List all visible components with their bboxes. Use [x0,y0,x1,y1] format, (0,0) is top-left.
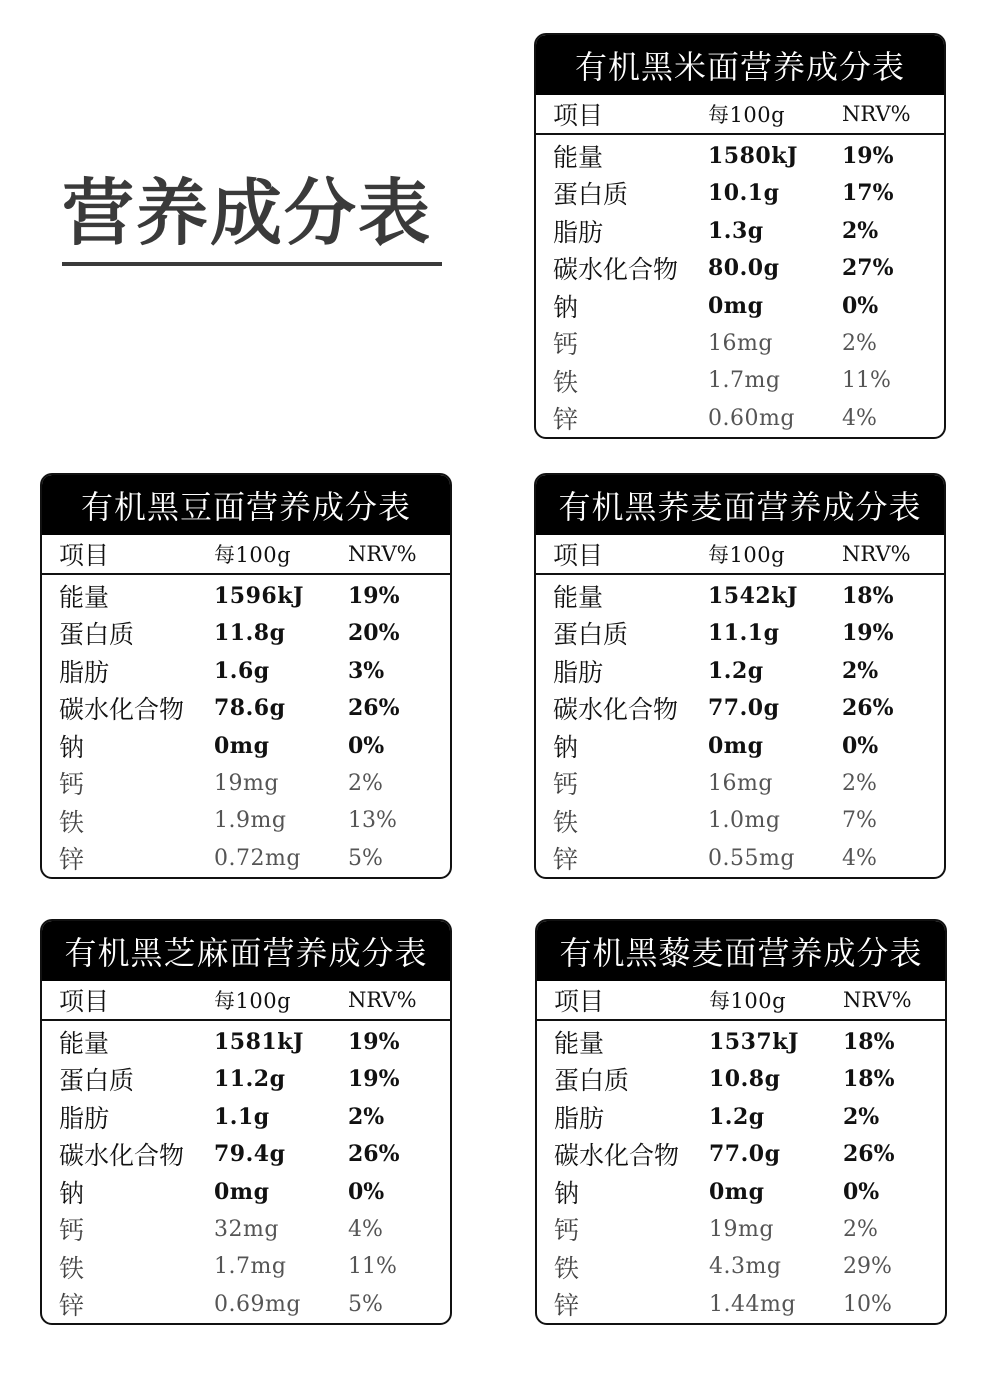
title-underline [62,262,442,266]
row-per100g: 1.2g [708,657,764,684]
row-item: 钙 [554,1216,580,1246]
table-row [537,1098,945,1136]
row-item: 碳水化合物 [553,695,679,725]
row-per100g: 80.0g [708,255,780,282]
page-title: 营养成分表 [62,171,433,255]
row-nrv: 2% [842,330,877,356]
row-per100g: 32mg [214,1216,279,1242]
row-per100g: 11.1g [708,620,780,647]
row-nrv: 19% [348,582,400,609]
row-item: 钙 [553,330,579,360]
row-item: 蛋白质 [554,1066,630,1096]
row-per100g: 10.8g [709,1066,781,1093]
table-row [42,577,450,615]
table-row [536,577,944,615]
table-row [536,765,944,803]
row-item: 能量 [59,582,110,612]
row-per100g: 19mg [214,770,279,796]
row-item: 铁 [59,807,85,837]
row-item: 能量 [553,582,604,612]
table-row [42,1286,450,1324]
row-per100g: 0mg [214,732,270,759]
row-nrv: 5% [348,845,383,871]
row-per100g: 1537kJ [709,1028,799,1055]
row-per100g: 1581kJ [214,1028,304,1055]
table-row [42,615,450,653]
header-item: 项目 [59,541,110,570]
table-row [42,840,450,878]
table-row [42,690,450,728]
row-per100g: 1.1g [214,1103,270,1130]
table-row [536,212,944,250]
nutrition-table-black-buckwheat [534,473,946,879]
row-per100g: 0.60mg [708,405,795,431]
row-nrv: 19% [348,1066,400,1093]
row-item: 铁 [553,367,579,397]
row-per100g: 1.7mg [214,1254,287,1280]
row-nrv: 2% [842,657,879,684]
row-item: 碳水化合物 [59,695,185,725]
header-item: 项目 [553,541,604,570]
row-per100g: 1.44mg [709,1291,796,1317]
table-row [42,802,450,840]
table-row [42,1173,450,1211]
row-nrv: 0% [842,732,879,759]
row-item: 碳水化合物 [59,1141,185,1171]
nutrition-table-black-bean [40,473,452,879]
table-title: 有机黑藜麦面营养成分表 [537,921,945,981]
row-per100g: 11.8g [214,620,286,647]
table-row [536,362,944,400]
row-item: 脂肪 [553,217,604,247]
row-nrv: 0% [348,1178,385,1205]
table-row [42,1211,450,1249]
row-per100g: 11.2g [214,1066,286,1093]
table-row [42,1098,450,1136]
table-row [536,250,944,288]
row-nrv: 11% [842,368,891,394]
row-nrv: 2% [348,1103,385,1130]
row-per100g: 1.0mg [708,808,781,834]
row-per100g: 16mg [708,330,773,356]
table-row [537,1248,945,1286]
row-item: 钙 [553,770,579,800]
row-item: 碳水化合物 [554,1141,680,1171]
row-nrv: 11% [348,1254,397,1280]
table-row [536,802,944,840]
row-nrv: 17% [842,180,894,207]
row-per100g: 1.9mg [214,808,287,834]
table-row [42,765,450,803]
row-nrv: 4% [842,845,877,871]
row-item: 铁 [59,1253,85,1283]
table-row [536,400,944,438]
row-per100g: 16mg [708,770,773,796]
row-nrv: 26% [348,1141,400,1168]
row-per100g: 10.1g [708,180,780,207]
header-nrv: NRV% [348,988,417,1012]
row-item: 钠 [59,732,85,762]
row-item: 蛋白质 [59,1066,135,1096]
row-nrv: 2% [843,1216,878,1242]
nutrition-table-black-rice [534,33,946,439]
table-row [536,690,944,728]
row-nrv: 2% [843,1103,880,1130]
row-item: 蛋白质 [553,620,629,650]
table-title: 有机黑荞麦面营养成分表 [536,475,944,535]
row-nrv: 19% [842,620,894,647]
table-title: 有机黑芝麻面营养成分表 [42,921,450,981]
row-per100g: 0mg [708,732,764,759]
row-per100g: 1.2g [709,1103,765,1130]
row-item: 锌 [59,1291,85,1321]
row-per100g: 0mg [709,1178,765,1205]
row-nrv: 3% [348,657,385,684]
table-title: 有机黑米面营养成分表 [536,35,944,95]
table-row [537,1136,945,1174]
nutrition-table-black-sesame [40,919,452,1325]
header-nrv: NRV% [842,542,911,566]
row-item: 蛋白质 [553,180,629,210]
row-item: 钠 [553,732,579,762]
row-per100g: 1542kJ [708,582,798,609]
row-item: 能量 [554,1028,605,1058]
header-item: 项目 [553,101,604,130]
table-row [536,615,944,653]
table-header-row [537,981,945,1021]
row-item: 能量 [59,1028,110,1058]
row-per100g: 78.6g [214,695,286,722]
row-item: 脂肪 [59,1103,110,1133]
row-per100g: 0.69mg [214,1291,301,1317]
row-item: 脂肪 [59,657,110,687]
table-row [42,1061,450,1099]
row-item: 锌 [554,1291,580,1321]
row-item: 脂肪 [554,1103,605,1133]
row-per100g: 77.0g [708,695,780,722]
table-row [536,287,944,325]
row-item: 钠 [553,292,579,322]
table-row [42,727,450,765]
table-row [42,652,450,690]
table-row [537,1211,945,1249]
header-per100g: 每100g [214,989,292,1013]
row-nrv: 2% [348,770,383,796]
row-nrv: 19% [842,142,894,169]
table-header-row [42,535,450,575]
table-row [537,1286,945,1324]
table-row [537,1173,945,1211]
row-per100g: 77.0g [709,1141,781,1168]
table-row [42,1248,450,1286]
row-per100g: 0.55mg [708,845,795,871]
row-nrv: 20% [348,620,400,647]
row-item: 能量 [553,142,604,172]
row-nrv: 29% [843,1254,892,1280]
row-nrv: 26% [348,695,400,722]
row-per100g: 1580kJ [708,142,798,169]
row-item: 钠 [554,1178,580,1208]
row-nrv: 26% [842,695,894,722]
nutrition-table-black-quinoa [535,919,947,1325]
row-nrv: 18% [842,582,894,609]
row-nrv: 18% [843,1066,895,1093]
row-nrv: 7% [842,808,877,834]
row-nrv: 13% [348,808,397,834]
row-nrv: 4% [842,405,877,431]
row-per100g: 0mg [708,292,764,319]
row-nrv: 18% [843,1028,895,1055]
row-nrv: 4% [348,1216,383,1242]
row-per100g: 79.4g [214,1141,286,1168]
row-item: 钙 [59,1216,85,1246]
table-row [537,1023,945,1061]
header-per100g: 每100g [708,543,786,567]
table-row [42,1136,450,1174]
row-nrv: 10% [843,1291,892,1317]
header-nrv: NRV% [348,542,417,566]
header-per100g: 每100g [214,543,292,567]
header-per100g: 每100g [709,989,787,1013]
row-per100g: 1596kJ [214,582,304,609]
row-item: 锌 [553,405,579,435]
row-nrv: 19% [348,1028,400,1055]
header-nrv: NRV% [843,988,912,1012]
row-nrv: 26% [843,1141,895,1168]
row-nrv: 0% [842,292,879,319]
row-per100g: 1.7mg [708,368,781,394]
row-per100g: 0.72mg [214,845,301,871]
table-row [42,1023,450,1061]
table-row [536,325,944,363]
table-row [536,652,944,690]
row-per100g: 1.6g [214,657,270,684]
header-item: 项目 [554,987,605,1016]
row-nrv: 27% [842,255,894,282]
row-per100g: 1.3g [708,217,764,244]
table-title: 有机黑豆面营养成分表 [42,475,450,535]
row-item: 锌 [553,845,579,875]
row-item: 锌 [59,845,85,875]
row-item: 铁 [553,807,579,837]
row-item: 碳水化合物 [553,255,679,285]
row-per100g: 4.3mg [709,1254,782,1280]
header-per100g: 每100g [708,103,786,127]
row-item: 蛋白质 [59,620,135,650]
header-nrv: NRV% [842,102,911,126]
table-row [536,137,944,175]
header-item: 项目 [59,987,110,1016]
row-item: 铁 [554,1253,580,1283]
table-row [536,727,944,765]
row-nrv: 0% [843,1178,880,1205]
row-item: 脂肪 [553,657,604,687]
table-header-row [536,95,944,135]
table-row [537,1061,945,1099]
table-header-row [536,535,944,575]
table-row [536,175,944,213]
row-item: 钠 [59,1178,85,1208]
row-per100g: 19mg [709,1216,774,1242]
row-nrv: 5% [348,1291,383,1317]
row-item: 钙 [59,770,85,800]
table-header-row [42,981,450,1021]
row-nrv: 2% [842,217,879,244]
table-row [536,840,944,878]
row-nrv: 2% [842,770,877,796]
row-per100g: 0mg [214,1178,270,1205]
row-nrv: 0% [348,732,385,759]
